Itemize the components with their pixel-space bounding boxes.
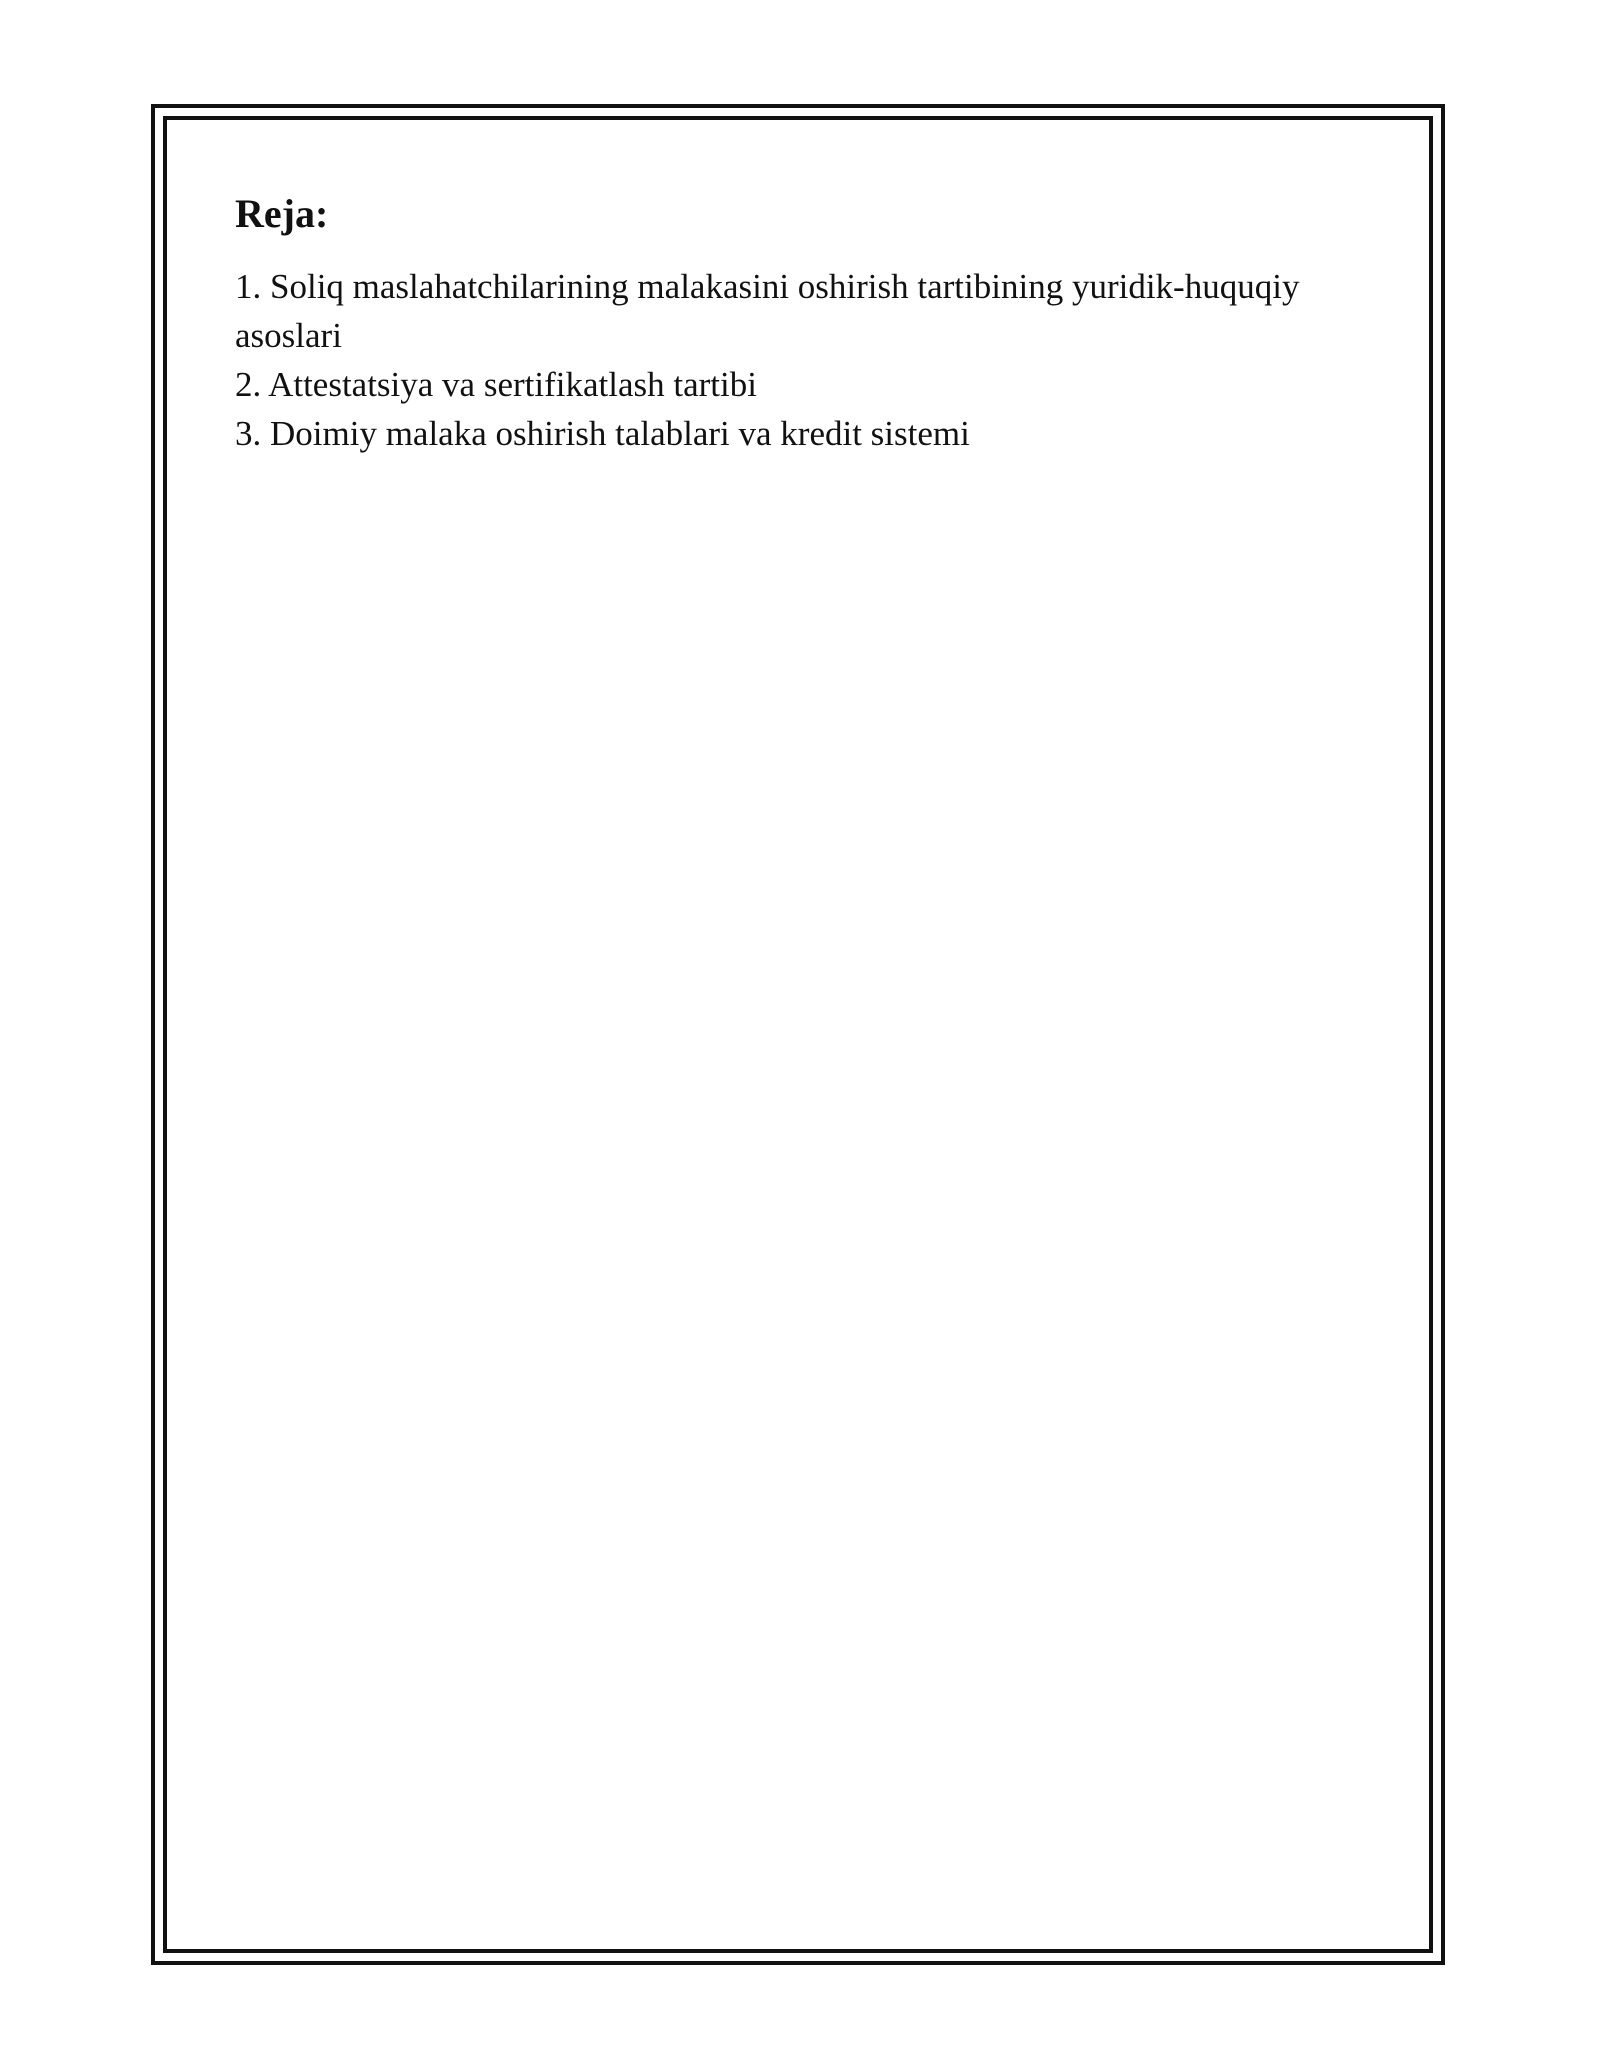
plan-heading: Reja: (235, 191, 329, 236)
plan-item-3: 3. Doimiy malaka oshirish talablari va kredit sistemi (235, 414, 970, 453)
page-content (235, 186, 1385, 458)
plan-item-1: 1. Soliq maslahatchilarining malakasini oshirish tartibining yuridik-huquqiy asoslari (235, 267, 1300, 355)
plan-list (235, 262, 1385, 458)
plan-item-2: 2. Attestatsiya va sertifikatlash tartibi (235, 365, 757, 404)
